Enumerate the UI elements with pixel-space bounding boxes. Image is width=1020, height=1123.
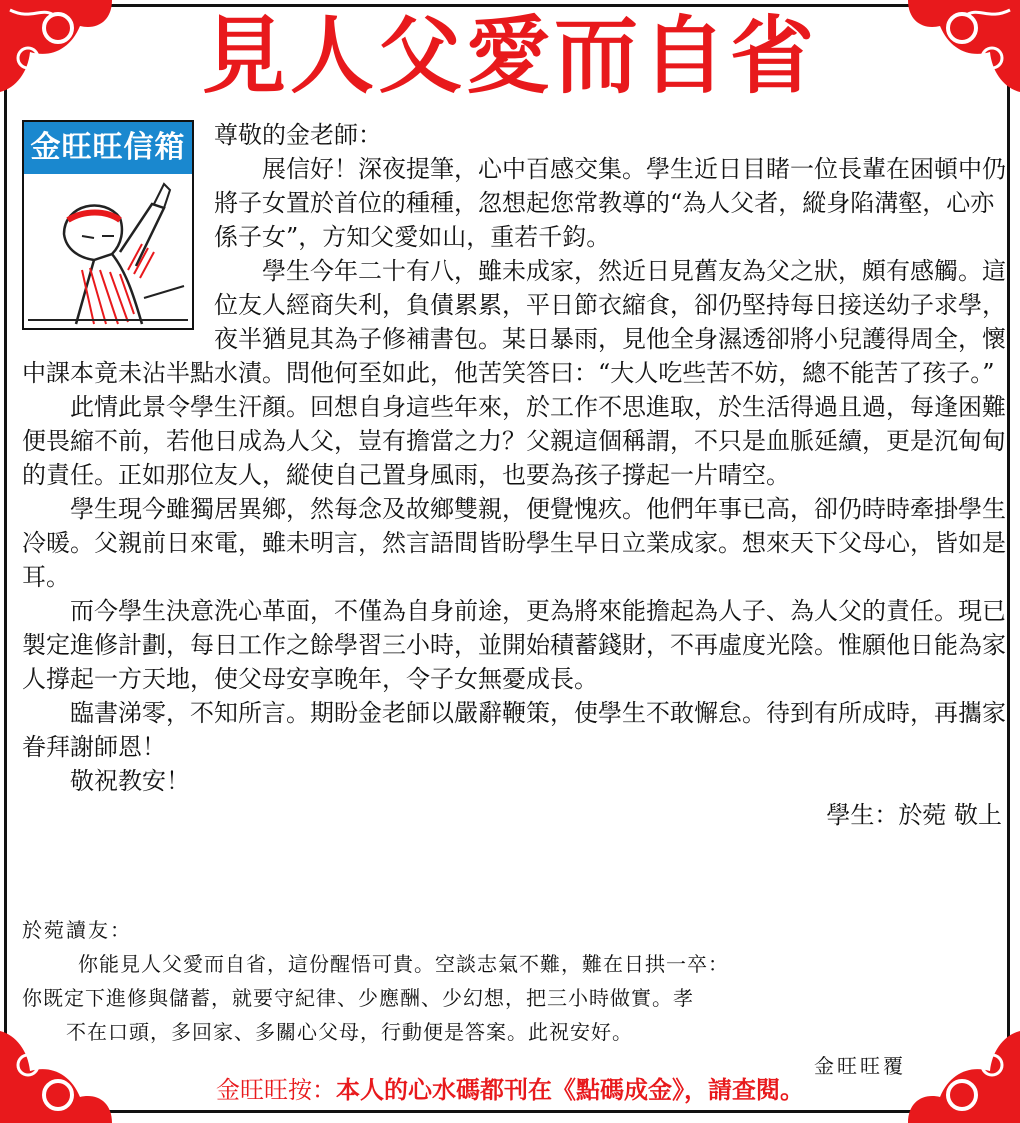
letter-paragraph: 而今學生決意洗心革面，不僅為自身前途，更為將來能擔起為人子、為人父的責任。現已製定進修計劃，每日工作之餘學習三小時，並開始積蓄錢財，不再虛度光陰。惟願他日能為家人撐起一方天地，使父母安享晚年，令子女無憂成長。 xyxy=(22,597,1006,693)
letter-signature: 學生：於菀 敬上 xyxy=(826,801,1002,829)
article-title: 見人父愛而自省 xyxy=(201,7,818,105)
letter-paragraph: 學生今年二十有八，雖未成家，然近日見舊友為父之狀，頗有感觸。這位友人經商失利，負債累累，平日節衣縮食，卻仍堅持每日接送幼子求學，夜半猶見其為子修補書包。某日暴雨，見他全身濕透卻將小兒護得周全，懷中課本竟未沾半點水漬。問他何至如此，他苦笑答曰：“大人吃些苦不妨，總不能苦了孩子。” xyxy=(22,257,1006,387)
letter-paragraph: 學生現今雖獨居異鄉，然每念及故鄉雙親，便覺愧疚。他們年事已高，卻仍時時牽掛學生冷暖。父親前日來電，雖未明言，然言語間皆盼學生早日立業成家。想來天下父母心，皆如是耳。 xyxy=(22,495,1006,591)
letter-closing: 敬祝教安！ xyxy=(70,767,190,795)
letter-salutation: 尊敬的金老師： xyxy=(214,121,382,149)
letter-paragraph: 展信好！深夜提筆，心中百感交集。學生近日目睹一位長輩在困頓中仍將子女置於首位的種種，忽想起您常教導的“為人父者，縱身陷溝壑，心亦係子女”，方知父愛如山，重若千鈞。 xyxy=(214,155,1006,251)
footer-name: 金旺旺按： xyxy=(216,1076,336,1104)
letter-paragraph: 此情此景令學生汗顏。回想自身這些年來，於工作不思進取，於生活得過且過，每逢困難便畏縮不前，若他日成為人父，豈有擔當之力？父親這個稱謂，不只是血脈延續，更是沉甸甸的責任。正如那位友人，縱使自己置身風雨，也要為孩子撐起一片晴空。 xyxy=(22,393,1006,489)
footer-note xyxy=(0,1073,1020,1107)
column-logo-label: 金旺旺信箱 xyxy=(24,122,192,174)
footer-text: 本人的心水碼都刊在《點碼成金》，請查閱。 xyxy=(336,1076,804,1104)
reply-signature: 金旺旺覆 xyxy=(814,1054,906,1078)
reply-salutation: 於菀讀友： xyxy=(22,918,132,942)
reply-line: 你既定下進修與儲蓄，就要守紀律、少應酬、少幻想，把三小時做實。孝 xyxy=(22,986,694,1010)
reply-line: 不在口頭，多回家、多關心父母，行動便是答案。此祝安好。 xyxy=(66,1020,633,1044)
letter-paragraph: 臨書涕零，不知所言。期盼金老師以嚴辭鞭策，使學生不敢懈怠。待到有所成時，再攜家眷拜謝師恩！ xyxy=(22,699,1006,761)
letter-body xyxy=(22,118,1006,832)
reply-line: 你能見人父愛而自省，這份醒悟可貴。空談志氣不難，難在日拱一卒： xyxy=(78,952,729,976)
reply-section xyxy=(22,913,1006,1083)
